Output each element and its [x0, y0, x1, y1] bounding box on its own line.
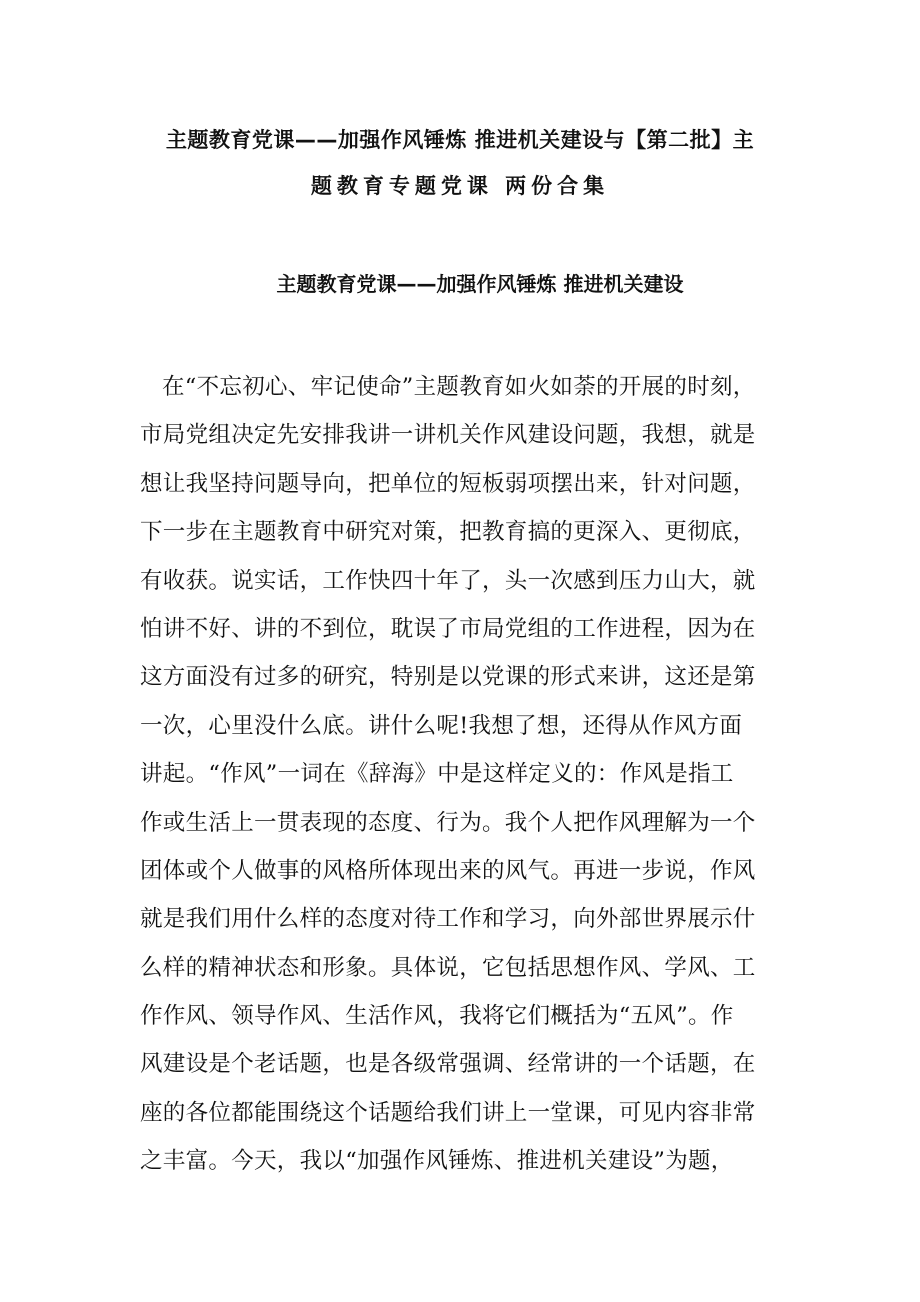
section-heading: 主题教育党课——加强作风锤炼 推进机关建设 [276, 272, 684, 296]
body-line: 作或生活上一贯表现的态度、行为。我个人把作风理解为一个 [140, 809, 756, 836]
body-line: 想让我坚持问题导向，把单位的短板弱项摆出来，针对问题， [140, 470, 756, 497]
body-paragraph [140, 372, 800, 1195]
body-line: 有收获。说实话，工作快四十年了，头一次感到压力山大，就 [140, 567, 756, 594]
body-line: 市局党组决定先安排我讲一讲机关作风建设问题，我想，就是 [140, 422, 756, 449]
body-line: 么样的精神状态和形象。具体说，它包括思想作风、学风、工 [140, 954, 756, 981]
body-line: 下一步在主题教育中研究对策，把教育搞的更深入、更彻底， [140, 519, 756, 546]
body-line: 作作风、领导作风、生活作风，我将它们概括为“五风”。作 [140, 1003, 734, 1030]
body-line: 就是我们用什么样的态度对待工作和学习，向外部世界展示什 [140, 906, 756, 933]
document-title-line-2: 题教育专题党课 两份合集 [310, 174, 610, 198]
body-line: 风建设是个老话题，也是各级常强调、经常讲的一个话题，在 [140, 1051, 756, 1078]
body-line: 团体或个人做事的风格所体现出来的风气。再进一步说，作风 [140, 857, 756, 884]
body-line: 一次，心里没什么底。讲什么呢!我想了想，还得从作风方面 [140, 712, 743, 739]
body-line: 之丰富。今天，我以“加强作风锤炼、推进机关建设”为题， [140, 1148, 734, 1175]
document-title-line-1: 主题教育党课——加强作风锤炼 推进机关建设与【第二批】主 [165, 128, 755, 152]
body-line: 讲起。“作风”一词在《辞海》中是这样定义的：作风是指工 [140, 761, 734, 788]
body-line: 这方面没有过多的研究，特别是以党课的形式来讲，这还是第 [140, 664, 756, 691]
body-line: 怕讲不好、讲的不到位，耽误了市局党组的工作进程，因为在 [140, 615, 756, 642]
body-line: 在“不忘初心、牢记使命”主题教育如火如荼的开展的时刻， [162, 374, 756, 400]
body-line: 座的各位都能围绕这个话题给我们讲上一堂课，可见内容非常 [140, 1099, 756, 1126]
